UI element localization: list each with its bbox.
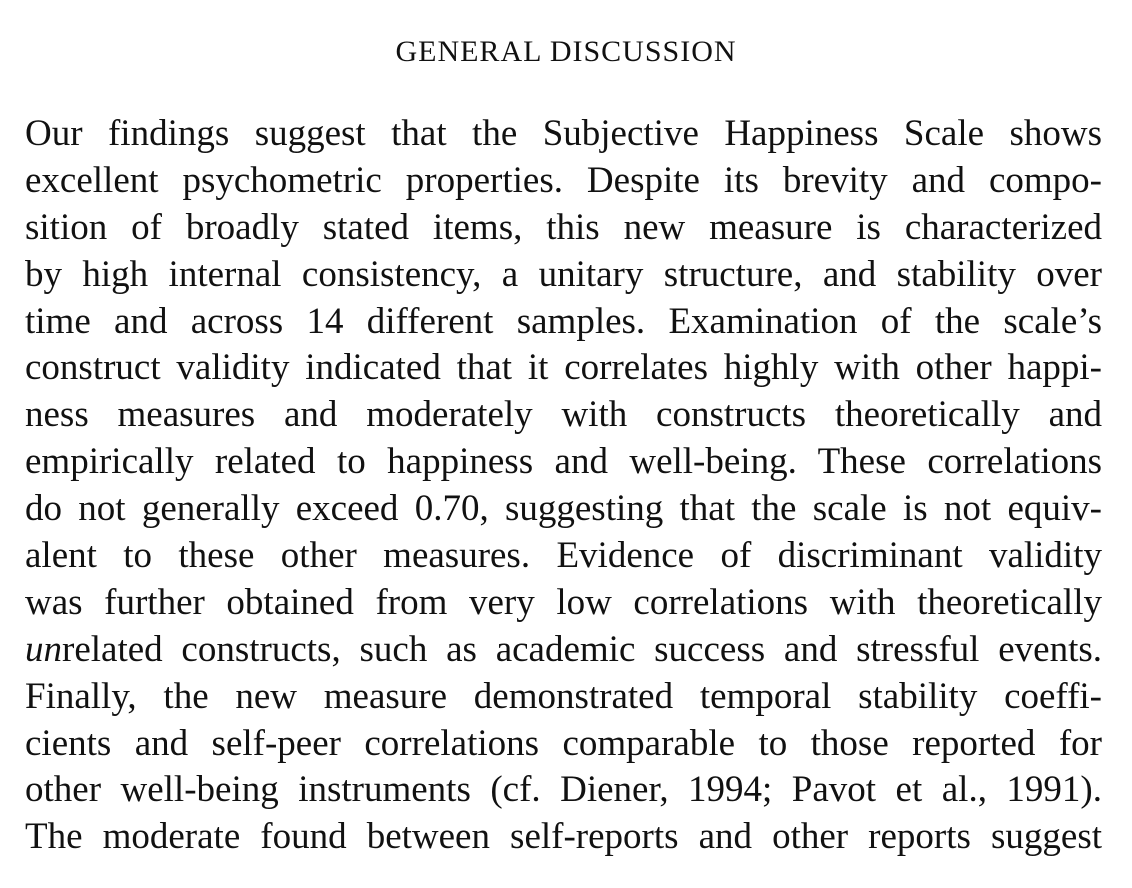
paragraph-line: alent to these other measures. Evidence of discriminant validity — [25, 535, 1102, 577]
paragraph-line: Our findings suggest that the Subjective Happiness Scale shows — [25, 113, 1102, 154]
paragraph-line: The moderate found between self-reports and other reports suggest — [25, 816, 1102, 858]
paragraph-line: cients and self-peer correlations comparable to those reported for — [25, 722, 1102, 764]
italic-prefix: un — [25, 628, 62, 670]
paragraph-line: was further obtained from very low correlations with theoretically — [25, 581, 1102, 623]
line-remainder: related constructs, such as academic success and stressful events. — [62, 628, 1102, 670]
paragraph-line: Finally, the new measure demonstrated temporal stability coeffi- — [25, 675, 1102, 717]
paragraph-line: excellent psychometric properties. Despite its brevity and compo- — [25, 159, 1102, 201]
paragraph-line: construct validity indicated that it correlates highly with other happi- — [25, 347, 1102, 389]
paragraph-line: sition of broadly stated items, this new measure is characterized — [25, 206, 1102, 248]
paragraph-line: empirically related to happiness and well-being. These correlations — [25, 441, 1102, 483]
paragraph-line: time and across 14 different samples. Examination of the scale’s — [25, 300, 1102, 342]
section-heading: GENERAL DISCUSSION — [395, 35, 737, 68]
paragraph-line: by high internal consistency, a unitary structure, and stability over — [25, 253, 1102, 295]
paragraph-line: other well-being instruments (cf. Diener, 1994; Pavot et al., 1991). — [25, 769, 1102, 811]
body-paragraph — [25, 111, 1102, 861]
paragraph-line: do not generally exceed 0.70, suggesting that the scale is not equiv- — [25, 488, 1102, 530]
paragraph-line: ness measures and moderately with constructs theoretically and — [25, 394, 1102, 436]
paragraph-line — [25, 627, 1102, 674]
